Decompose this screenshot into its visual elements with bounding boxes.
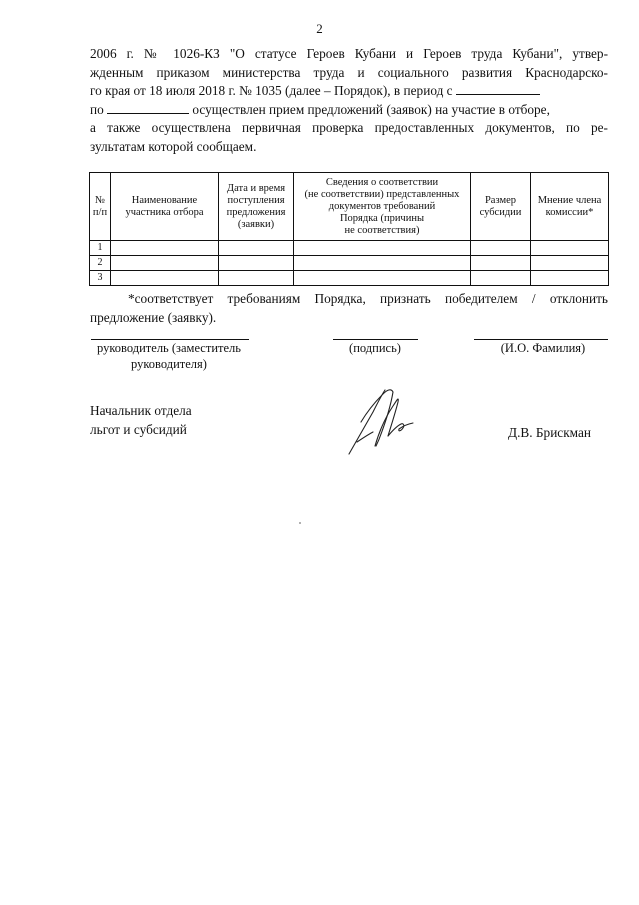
paragraph-line-4-rest: осуществлен прием предложений (заявок) на участие в отборе, — [192, 101, 550, 117]
table-header-row — [90, 173, 609, 241]
header-date-time: Дата и время поступления предложения (заявки) — [219, 173, 294, 241]
header-participant: Наименование участника отбора — [111, 173, 219, 241]
paragraph-line-4 — [90, 101, 608, 120]
position-caption-l1: руководитель (заместитель — [97, 341, 241, 355]
cell-compliance — [294, 241, 471, 256]
cell-date-time — [219, 256, 294, 271]
cell-opinion — [531, 241, 609, 256]
footnote-line-2: предложение (заявку). — [90, 310, 217, 325]
paragraph-line-6: зультатам которой сообщаем. — [90, 138, 257, 154]
scan-speck — [299, 522, 301, 524]
cell-date-time — [219, 271, 294, 286]
row-number: 2 — [90, 256, 111, 271]
header-compliance-l2: (не соответствии) представленных — [304, 188, 460, 200]
position-caption — [84, 340, 254, 372]
header-compliance-l5: не соответствия) — [344, 224, 420, 236]
signature-stroke — [349, 390, 385, 454]
header-subsidy: Размер субсидии — [471, 173, 531, 241]
paragraph-line-2: жденным приказом министерства труда и социального развития Краснодарско- — [90, 64, 608, 80]
header-compliance-l1: Сведения о соответствии — [325, 176, 439, 188]
official-name: Д.В. Брискман — [508, 425, 592, 440]
footnote — [90, 289, 608, 327]
signature-stroke — [375, 399, 398, 446]
official-title-l1: Начальник отдела — [90, 403, 192, 418]
official-title-l2: льгот и субсидий — [90, 421, 187, 437]
paragraph-line-3 — [90, 82, 608, 101]
signature-stroke — [361, 390, 393, 446]
header-number-symbol: № — [94, 194, 106, 206]
header-number — [90, 173, 111, 241]
cell-subsidy — [471, 271, 531, 286]
paragraph-line-1: 2006 г. № 1026-КЗ "О статусе Героев Кубани и Героев труда Кубани", утвер- — [90, 46, 608, 61]
name-caption: (И.О. Фамилия) — [500, 341, 586, 355]
position-caption-l2: руководителя) — [131, 357, 207, 371]
selection-results-table — [89, 172, 609, 286]
paragraph-line-5: а также осуществлена первичная проверка предоставленных документов, по ре- — [90, 120, 608, 135]
cell-subsidy — [471, 241, 531, 256]
table-row — [90, 241, 609, 256]
table-row — [90, 256, 609, 271]
cell-participant — [111, 271, 219, 286]
cell-subsidy — [471, 256, 531, 271]
row-number: 3 — [90, 271, 111, 286]
table-row — [90, 271, 609, 286]
handwritten-signature — [343, 382, 418, 457]
signature-stroke — [357, 432, 373, 442]
header-compliance-l4: Порядка (причины — [339, 212, 425, 224]
cell-participant — [111, 241, 219, 256]
header-number-abbr: п/п — [92, 206, 108, 218]
cell-date-time — [219, 241, 294, 256]
header-compliance-l3: документов требований — [328, 200, 436, 212]
cell-opinion — [531, 256, 609, 271]
period-start-blank — [456, 82, 540, 95]
body-paragraph — [90, 45, 608, 156]
page-number: 2 — [316, 21, 323, 36]
official-title — [90, 402, 192, 439]
cell-opinion — [531, 271, 609, 286]
signature-caption: (подпись) — [349, 341, 401, 355]
row-number: 1 — [90, 241, 111, 256]
cell-participant — [111, 256, 219, 271]
paragraph-line-3-text: го края от 18 июля 2018 г. № 1035 (далее – Порядок), в период с — [90, 83, 453, 98]
header-compliance — [294, 173, 471, 241]
footnote-line-1: *соответствует требованиям Порядка, признать победителем / отклонить — [128, 291, 608, 306]
paragraph-line-4-start: по — [90, 101, 104, 117]
header-commission-opinion: Мнение члена комиссии* — [531, 173, 609, 241]
cell-compliance — [294, 256, 471, 271]
period-end-blank — [107, 101, 189, 114]
cell-compliance — [294, 271, 471, 286]
